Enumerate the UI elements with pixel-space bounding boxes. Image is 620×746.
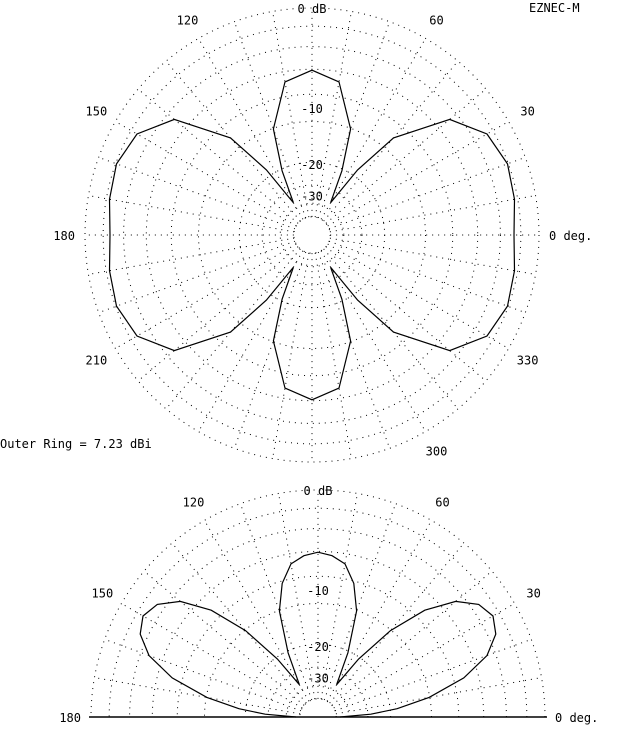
grid-spoke [138,89,298,223]
grid-ring [300,699,336,717]
ring-label: 0 dB [297,2,327,16]
outer-ring-label: Outer Ring = 7.23 dBi [0,437,152,451]
angle-label: 120 [182,495,205,510]
ring-label: -10 [307,584,329,599]
angle-label: 60 [429,13,444,28]
grid-spoke [326,89,486,223]
grid-spoke [326,247,486,381]
pattern-trace [110,70,515,400]
grid-spoke [88,196,294,232]
grid-ring [130,529,507,717]
grid-spoke [94,678,300,714]
grid-ring [280,203,344,267]
grid-ring [294,217,330,253]
grid-spoke [329,157,525,228]
ring-label: 0 dB [303,484,333,498]
angle-label: 150 [91,586,114,601]
angle-label: 0 deg. [555,711,599,725]
angle-label: 330 [516,353,539,368]
grid-spoke [273,253,309,459]
ring-label: -30 [307,671,329,686]
angle-label: 120 [176,13,199,28]
grid-spoke [330,238,536,274]
angle-label: 30 [520,104,535,119]
grid-spoke [330,543,464,703]
grid-ring [286,685,350,717]
ring-label: -20 [301,158,323,173]
angle-label: 150 [85,104,108,119]
grid-spoke [315,253,351,459]
grid-ring [239,162,384,307]
angle-label: 60 [435,495,450,510]
grid-spoke [144,571,304,705]
ring-label: -30 [301,189,323,204]
angle-label: 180 [53,229,75,243]
angle-label: 0 deg. [549,229,593,243]
grid-spoke [138,247,298,381]
grid-ring [171,94,452,375]
program-label: EZNEC-M [529,1,580,15]
angle-label: 30 [526,586,541,601]
grid-spoke [240,504,311,700]
angle-label: 210 [85,353,108,368]
grid-spoke [88,238,294,274]
elevation-chart [59,484,598,725]
grid-ring [146,69,477,400]
grid-spoke [99,241,295,312]
grid-spoke [234,252,305,448]
grid-ring [199,122,426,349]
grid-spoke [234,22,305,218]
grid-ring [85,8,539,462]
grid-spoke [172,543,306,703]
grid-spoke [105,639,301,710]
ring-label: -20 [307,640,329,655]
ring-label: -10 [301,102,323,117]
azimuth-chart [53,2,592,462]
grid-spoke [336,678,542,714]
grid-ring [109,508,527,717]
grid-spoke [330,196,536,232]
grid-spoke [332,571,492,705]
angle-label: 300 [425,444,448,459]
angle-label: 180 [59,711,81,725]
grid-ring [103,26,521,444]
